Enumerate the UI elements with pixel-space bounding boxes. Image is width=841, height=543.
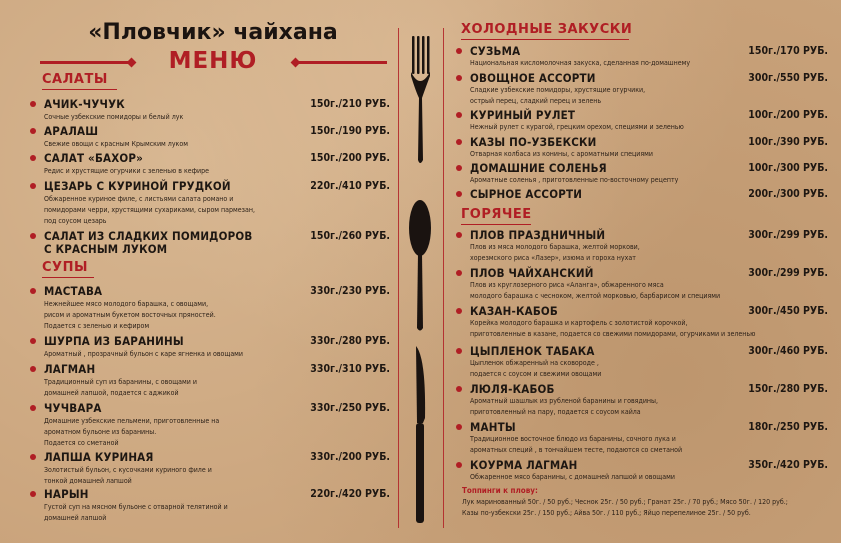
- item-name: ЧУЧВАРА: [44, 401, 102, 415]
- item-name: ШУРПА ИЗ БАРАНИНЫ: [44, 334, 184, 348]
- item-price: 220г./420 РУБ.: [310, 488, 390, 500]
- item-desc: Золотистый бульон, с кусочками куриного филе и: [44, 466, 212, 474]
- bullet-icon: [456, 191, 462, 197]
- item-desc: Домашние узбекские пельмени, приготовленные на: [44, 417, 220, 425]
- item-desc: подается с соусом и свежими овощами: [470, 370, 602, 378]
- item-desc: Плов из мяса молодого барашка, желтой моркови,: [470, 243, 640, 251]
- item-price: 100г./200 РУБ.: [748, 109, 828, 121]
- item-price: 180г./250 РУБ.: [748, 421, 828, 433]
- fork-icon: [411, 36, 430, 163]
- item-desc: Подается с зеленью и кефиром: [44, 322, 150, 330]
- item-price: 150г./200 РУБ.: [310, 152, 390, 164]
- item-name: СЫРНОЕ АССОРТИ: [470, 187, 583, 201]
- item-desc: Ароматный шашлык из рубленой баранины и говядины,: [470, 397, 659, 405]
- bullet-icon: [30, 183, 36, 189]
- item-name-line2: С КРАСНЫМ ЛУКОМ: [44, 242, 168, 256]
- bullet-icon: [456, 424, 462, 430]
- item-price: 100г./300 РУБ.: [748, 162, 828, 174]
- item-price: 150г./260 РУБ.: [310, 230, 390, 242]
- item-desc: рисом и ароматным букетом восточных пряностей.: [44, 311, 216, 319]
- item-name: НАРЫН: [44, 487, 89, 501]
- bullet-icon: [456, 386, 462, 392]
- bullet-icon: [456, 348, 462, 354]
- item-name: АРАЛАШ: [44, 124, 99, 138]
- bullet-icon: [456, 75, 462, 81]
- bullet-icon: [30, 491, 36, 497]
- bullet-icon: [30, 155, 36, 161]
- item-desc: Традиционное восточное блюдо из баранины, сочного лука и: [470, 435, 676, 443]
- item-desc: Сладкие узбекские помидоры, хрустящие огурчики,: [470, 86, 646, 94]
- item-desc: Нежный рулет с курагой, грецким орехом, специями и зеленью: [470, 123, 684, 131]
- item-desc: ароматных специй , в тончайшем тесте, подаются со сметаной: [470, 446, 683, 454]
- item-desc: помидорами черри, хрустящими сухариками, сыром пармезан,: [44, 206, 255, 214]
- menu-heading: МЕНЮ: [168, 48, 258, 74]
- menu-ornament-right: [295, 61, 387, 64]
- item-name: КАЗЫ ПО-УЗБЕКСКИ: [470, 135, 597, 149]
- item-name: МАНТЫ: [470, 420, 516, 434]
- item-price: 100г./390 РУБ.: [748, 136, 828, 148]
- item-desc: приготовленный на пару, подается с соусом кайла: [470, 408, 641, 416]
- section-title-salads: САЛАТЫ: [42, 72, 108, 87]
- item-desc: тонкой домашней лапшой: [44, 477, 132, 485]
- bullet-icon: [30, 128, 36, 134]
- item-desc: Отварная колбаса из конины, с ароматными специями: [470, 150, 653, 158]
- bullet-icon: [30, 288, 36, 294]
- item-price: 330г./280 РУБ.: [310, 335, 390, 347]
- item-desc: молодого барашка с чесноком, желтой морковью, барбарисом и специями: [470, 292, 721, 300]
- section-underline: [461, 39, 629, 40]
- bullet-icon: [30, 338, 36, 344]
- item-name: ДОМАШНИЕ СОЛЕНЬЯ: [470, 161, 607, 175]
- item-price: 150г./280 РУБ.: [748, 383, 828, 395]
- item-desc: Редис и хрустящие огурчики с зеленью в кефире: [44, 167, 209, 175]
- bullet-icon: [456, 232, 462, 238]
- bullet-icon: [30, 405, 36, 411]
- section-underline: [42, 277, 94, 278]
- toppings-line: Лук маринованный 50г. / 50 руб.; Чеснок 25г. / 50 руб.; Гранат 25г. / 70 руб.; Мясо 50г. / 120 руб.;: [462, 498, 788, 506]
- item-desc: Корейка молодого барашка и картофель с золотистой корочкой,: [470, 319, 688, 327]
- column-divider-right: [443, 28, 444, 528]
- item-name: ОВОЩНОЕ АССОРТИ: [470, 71, 596, 85]
- item-price: 150г./170 РУБ.: [748, 45, 828, 57]
- item-name: САЛАТ ИЗ СЛАДКИХ ПОМИДОРОВ: [44, 229, 253, 243]
- item-desc: Ароматный , прозрачный бульон с каре ягненка и овощами: [44, 350, 244, 358]
- item-name: КОУРМА ЛАГМАН: [470, 458, 578, 472]
- section-title-soups: СУПЫ: [42, 260, 88, 275]
- item-price: 330г./310 РУБ.: [310, 363, 390, 375]
- bullet-icon: [456, 139, 462, 145]
- item-price: 150г./190 РУБ.: [310, 125, 390, 137]
- toppings-line: Казы по-узбекски 25г. / 150 руб.; Айва 50г. / 110 руб.; Яйцо перепелиное 25г. / 50 руб.: [462, 509, 751, 517]
- item-desc: приготовленные в казане, подается со свежими помидорами, огурчиками и зеленью: [470, 330, 756, 338]
- restaurant-title: «Пловчик» чайхана: [88, 20, 338, 45]
- item-name: ЛЮЛЯ-КАБОБ: [470, 382, 555, 396]
- bullet-icon: [30, 101, 36, 107]
- item-desc: хорезмского риса «Лазер», изюма и гороха нухат: [470, 254, 636, 262]
- item-name: ЦЕЗАРЬ С КУРИНОЙ ГРУДКОЙ: [44, 179, 231, 193]
- column-divider-left: [398, 28, 399, 528]
- item-desc: Нежнейшее мясо молодого барашка, с овощами,: [44, 300, 209, 308]
- item-price: 330г./250 РУБ.: [310, 402, 390, 414]
- bullet-icon: [456, 48, 462, 54]
- bullet-icon: [456, 165, 462, 171]
- item-name: ЛАПША КУРИНАЯ: [44, 450, 154, 464]
- item-price: 330г./230 РУБ.: [310, 285, 390, 297]
- menu-ornament-left: [40, 61, 132, 64]
- item-name: ЦЫПЛЕНОК ТАБАКА: [470, 344, 595, 358]
- item-name: МАСТАВА: [44, 284, 103, 298]
- item-name: ЛАГМАН: [44, 362, 96, 376]
- bullet-icon: [456, 270, 462, 276]
- item-name: КУРИНЫЙ РУЛЕТ: [470, 108, 576, 122]
- knife-icon: [416, 346, 425, 523]
- item-price: 150г./210 РУБ.: [310, 98, 390, 110]
- item-name: АЧИК-ЧУЧУК: [44, 97, 125, 111]
- item-desc: Традиционный суп из баранины, с овощами и: [44, 378, 197, 386]
- bullet-icon: [456, 462, 462, 468]
- item-price: 330г./200 РУБ.: [310, 451, 390, 463]
- item-desc: под соусом цезарь: [44, 217, 107, 225]
- item-desc: острый перец, сладкий перец и зелень: [470, 97, 602, 105]
- item-desc: Цыпленок обжаренный на сковороде ,: [470, 359, 599, 367]
- item-name: ПЛОВ ЧАЙХАНСКИЙ: [470, 266, 594, 280]
- bullet-icon: [456, 112, 462, 118]
- item-name: ПЛОВ ПРАЗДНИЧНЫЙ: [470, 228, 606, 242]
- item-price: 200г./300 РУБ.: [748, 188, 828, 200]
- item-desc: Густой суп на мясном бульоне с отварной телятиной и: [44, 503, 228, 511]
- item-desc: Свежие овощи с красным Крымским луком: [44, 140, 188, 148]
- item-desc: ароматном бульоне из баранины.: [44, 428, 157, 436]
- item-price: 300г./460 РУБ.: [748, 345, 828, 357]
- bullet-icon: [30, 233, 36, 239]
- item-desc: Плов из круглозерного риса «Аланга», обжаренного мяса: [470, 281, 664, 289]
- item-desc: Национальная кисломолочная закуска, сделанная по-домашнему: [470, 59, 691, 67]
- bullet-icon: [30, 454, 36, 460]
- item-price: 350г./420 РУБ.: [748, 459, 828, 471]
- spoon-icon: [409, 200, 431, 331]
- item-name: СУЗЬМА: [470, 44, 521, 58]
- item-desc: домашней лапшой, подается с аджикой: [44, 389, 179, 397]
- item-desc: Обжаренное мясо баранины, с домашней лапшой и овощами: [470, 473, 675, 481]
- item-name: КАЗАН-КАБОБ: [470, 304, 559, 318]
- section-title-hot: ГОРЯЧЕЕ: [461, 207, 532, 222]
- item-price: 300г./550 РУБ.: [748, 72, 828, 84]
- item-desc: Подается со сметаной: [44, 439, 119, 447]
- item-price: 300г./450 РУБ.: [748, 305, 828, 317]
- item-desc: Ароматные соленья , приготовленные по-восточному рецепту: [470, 176, 679, 184]
- section-underline: [461, 224, 531, 225]
- toppings-title: Топпинги к плову:: [462, 486, 538, 495]
- item-price: 220г./410 РУБ.: [310, 180, 390, 192]
- bullet-icon: [456, 308, 462, 314]
- item-name: САЛАТ «БАХОР»: [44, 151, 144, 165]
- bullet-icon: [30, 366, 36, 372]
- item-desc: Обжаренное куриное филе, с листьями салата романо и: [44, 195, 234, 203]
- item-price: 300г./299 РУБ.: [748, 229, 828, 241]
- cutlery-illustration: [400, 28, 442, 538]
- section-title-cold: ХОЛОДНЫЕ ЗАКУСКИ: [461, 22, 633, 37]
- item-desc: Сочные узбекские помидоры и белый лук: [44, 113, 184, 121]
- section-underline: [42, 89, 117, 90]
- item-price: 300г./299 РУБ.: [748, 267, 828, 279]
- item-desc: домашней лапшой: [44, 514, 107, 522]
